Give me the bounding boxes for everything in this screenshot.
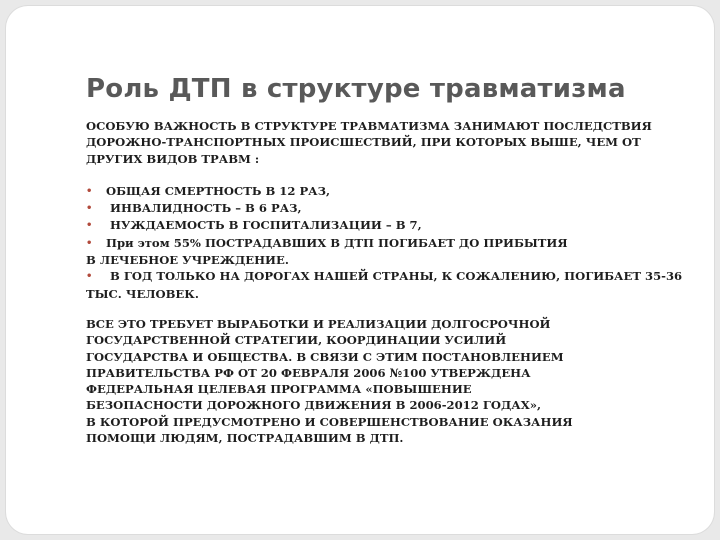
conclusion-line: БЕЗОПАСНОСТИ ДОРОЖНОГО ДВИЖЕНИЯ В 2006-2012 ГОДАХ», (86, 398, 541, 413)
bullet-icon: • (86, 237, 93, 249)
conclusion-line: ГОСУДАРСТВА И ОБЩЕСТВА. В СВЯЗИ С ЭТИМ ПОСТАНОВЛЕНИЕМ (86, 349, 564, 364)
bullet-icon: • (86, 271, 93, 283)
bullet-item (86, 183, 686, 200)
bullet-item (86, 217, 686, 234)
conclusion-line: ФЕДЕРАЛЬНАЯ ЦЕЛЕВАЯ ПРОГРАММА «ПОВЫШЕНИЕ (86, 382, 472, 397)
conclusion-line: ПРАВИТЕЛЬСТВА РФ ОТ 20 ФЕВРАЛЯ 2006 №100 УТВЕРЖДЕНА (86, 365, 531, 380)
bullet-item (86, 268, 686, 285)
bullet-continuation: В ЛЕЧЕБНОЕ УЧРЕЖДЕНИЕ. (86, 253, 289, 268)
slide-body (86, 118, 686, 446)
bullet-text: 55% ПОСТРАДАВШИХ В ДТП ПОГИБАЕТ ДО ПРИБЫТИЯ (169, 235, 568, 250)
bullet-text-prefix: При этом (106, 235, 170, 250)
bullet-icon: • (86, 185, 93, 197)
bullet-text: ОБЩАЯ СМЕРТНОСТЬ В 12 РАЗ, (106, 183, 331, 198)
bullet-text: ИНВАЛИДНОСТЬ – В 6 РАЗ, (106, 201, 302, 216)
conclusion-line: ПОМОЩИ ЛЮДЯМ, ПОСТРАДАВШИМ В ДТП. (86, 431, 404, 446)
bullet-continuation: ТЫС. ЧЕЛОВЕК. (86, 286, 199, 301)
intro-line: ДРУГИХ ВИДОВ ТРАВМ : (86, 151, 260, 166)
conclusion-line: В КОТОРОЙ ПРЕДУСМОТРЕНО И СОВЕРШЕНСТВОВАНИЕ ОКАЗАНИЯ (86, 414, 573, 429)
bullet-text: В ГОД ТОЛЬКО НА ДОРОГАХ НАШЕЙ СТРАНЫ, К СОЖАЛЕНИЮ, ПОГИБАЕТ 35-36 (106, 269, 683, 284)
conclusion-line: ВСЕ ЭТО ТРЕБУЕТ ВЫРАБОТКИ И РЕАЛИЗАЦИИ ДОЛГОСРОЧНОЙ (86, 316, 551, 331)
bullet-icon: • (86, 203, 93, 215)
bullet-item (86, 200, 686, 217)
intro-line: ОСОБУЮ ВАЖНОСТЬ В СТРУКТУРЕ ТРАВМАТИЗМА ЗАНИМАЮТ ПОСЛЕДСТВИЯ (86, 119, 652, 133)
bullet-icon: • (86, 220, 93, 232)
bullet-item (86, 235, 686, 252)
intro-line: ДОРОЖНО-ТРАНСПОРТНЫХ ПРОИСШЕСТВИЙ, ПРИ КОТОРЫХ ВЫШЕ, ЧЕМ ОТ (86, 135, 641, 150)
slide-title: Роль ДТП в структуре травматизма (86, 74, 626, 104)
slide (6, 6, 714, 534)
bullet-text: НУЖДАЕМОСТЬ В ГОСПИТАЛИЗАЦИИ – В 7, (106, 218, 422, 233)
conclusion-line: ГОСУДАРСТВЕННОЙ СТРАТЕГИИ, КООРДИНАЦИИ УСИЛИЙ (86, 333, 507, 348)
